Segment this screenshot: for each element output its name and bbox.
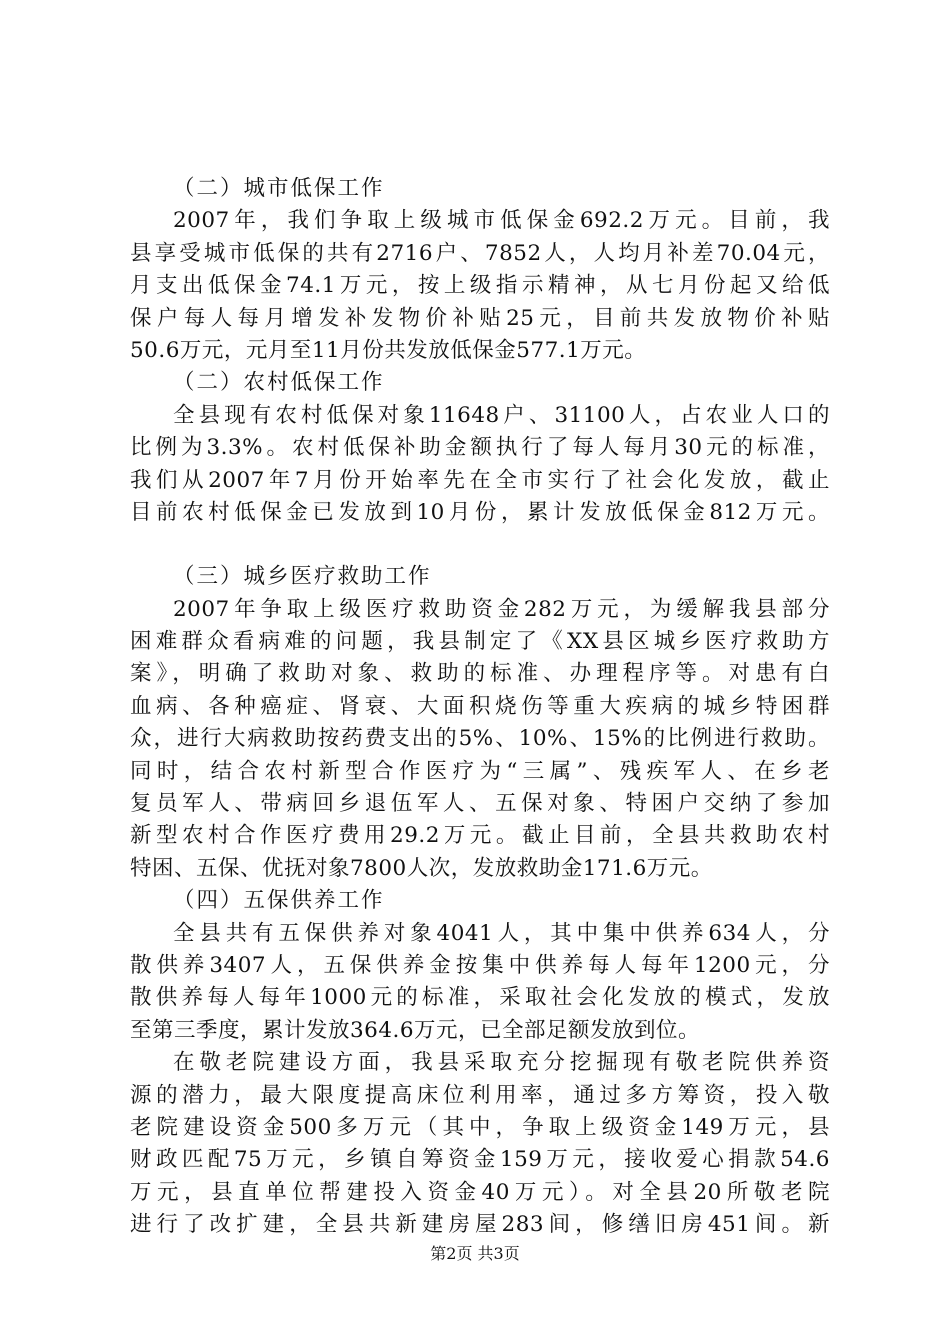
paragraph-line: 目前农村低保金已发放到10月份，累计发放低保金812万元。: [130, 499, 830, 525]
paragraph-line: 全县现有农村低保对象11648户、31100人，占农业人口的: [173, 402, 830, 428]
paragraph-line: 血病、各种癌症、肾衰、大面积烧伤等重大疾病的城乡特困群: [130, 693, 830, 719]
paragraph-line: 全县共有五保供养对象4041人，其中集中供养634人，分: [173, 920, 830, 946]
paragraph-line: 源的潜力，最大限度提高床位利用率，通过多方筹资，投入敬: [130, 1082, 830, 1108]
section-heading-five-guarantees: （四）五保供养工作: [173, 888, 385, 914]
paragraph-line: 特困、五保、优抚对象7800人次，发放救助金171.6万元。: [130, 855, 713, 881]
paragraph-line: 困难群众看病难的问题，我县制定了《XX县区城乡医疗救助方: [130, 629, 830, 655]
paragraph-line: 新型农村合作医疗费用29.2万元。截止目前，全县共救助农村: [130, 823, 830, 849]
paragraph-line: 保户每人每月增发补发物价补贴25元，目前共发放物价补贴: [130, 305, 830, 331]
paragraph-line: 散供养3407人，五保供养金按集中供养每人每年1200元，分: [130, 952, 830, 978]
paragraph-line: 万元，县直单位帮建投入资金40万元）。对全县20所敬老院: [130, 1179, 830, 1205]
paragraph-line: 比例为3.3%。农村低保补助金额执行了每人每月30元的标准，: [130, 435, 830, 461]
section-gap: [130, 529, 830, 561]
paragraph-line: 财政匹配75万元，乡镇自筹资金159万元，接收爱心捐款54.6: [130, 1147, 830, 1173]
page-number-footer: 第2页 共3页: [430, 1244, 520, 1263]
paragraph-line: 案》，明确了救助对象、救助的标准、办理程序等。对患有白: [130, 661, 830, 687]
section-heading-medical: （三）城乡医疗救助工作: [173, 564, 432, 590]
paragraph-line: 2007年，我们争取上级城市低保金692.2万元。目前，我: [173, 208, 830, 234]
paragraph-line: 众，进行大病救助按药费支出的5%、10%、15%的比例进行救助。: [130, 726, 830, 752]
paragraph-line: 月支出低保金74.1万元，按上级指示精神，从七月份起又给低: [130, 273, 830, 299]
paragraph-line: 50.6万元，元月至11月份共发放低保金577.1万元。: [130, 337, 647, 363]
paragraph-line: 复员军人、带病回乡退伍军人、五保对象、特困户交纳了参加: [130, 791, 830, 817]
paragraph-line: 老院建设资金500多万元（其中，争取上级资金149万元，县: [130, 1114, 830, 1140]
paragraph-line: 同时，结合农村新型合作医疗为“三属”、残疾军人、在乡老: [130, 758, 830, 784]
paragraph-line: 至第三季度，累计发放364.6万元，已全部足额发放到位。: [130, 1017, 701, 1043]
paragraph-line: 进行了改扩建，全县共新建房屋283间，修缮旧房451间。新: [130, 1212, 830, 1238]
paragraph-line: 在敬老院建设方面，我县采取充分挖掘现有敬老院供养资: [173, 1050, 830, 1076]
section-heading-rural: （二）农村低保工作: [173, 370, 385, 396]
document-body: [130, 173, 830, 1242]
section-heading-urban: （二）城市低保工作: [173, 176, 385, 201]
paragraph-line: 散供养每人每年1000元的标准，采取社会化发放的模式，发放: [130, 985, 830, 1011]
paragraph-line: 县享受城市低保的共有2716户、7852人，人均月补差70.04元，: [130, 240, 830, 266]
paragraph-line: 2007年争取上级医疗救助资金282万元，为缓解我县部分: [173, 596, 830, 622]
paragraph-line: 我们从2007年7月份开始率先在全市实行了社会化发放，截止: [130, 467, 830, 493]
